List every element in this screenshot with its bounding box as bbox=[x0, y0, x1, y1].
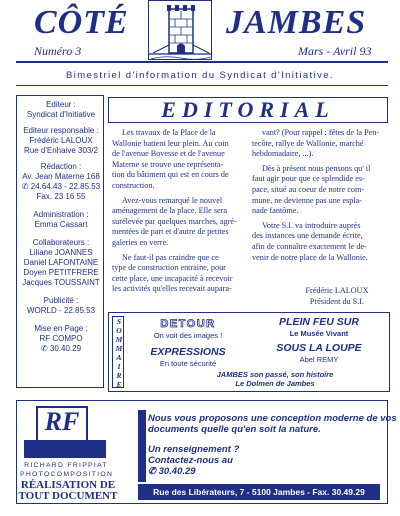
editorial-line: des instances une demande écrite, bbox=[252, 231, 363, 241]
sommaire-loupe-sub: Abel REMY bbox=[299, 355, 339, 364]
editorial-line: galeries en verre. bbox=[112, 237, 169, 247]
collab-name: Jacques TOUSSAINT bbox=[22, 278, 100, 287]
sommaire-jambes-line1[interactable]: JAMBES son passé, son histoire bbox=[216, 370, 334, 379]
editorial-line: surélevée par quelques marches, agré- bbox=[112, 216, 237, 226]
editorial-line: type de construction entraine, pour bbox=[112, 263, 226, 273]
credits-column bbox=[16, 95, 104, 388]
redaction-label: Rédaction : bbox=[40, 162, 82, 171]
editorial-column-1 bbox=[112, 128, 246, 295]
rf-logo-text: RF bbox=[44, 407, 80, 436]
sommaire-letter: R bbox=[116, 371, 122, 380]
editorial-line: tion du bâtiment qui est en cours de bbox=[112, 170, 229, 180]
advert-line-3: Un renseignement ? bbox=[148, 444, 240, 455]
resp-label: Editeur responsable : bbox=[23, 126, 99, 135]
rf-sub-name: RICHARD FRIPPIAT bbox=[24, 462, 108, 469]
sommaire-letter: O bbox=[116, 326, 122, 335]
admin-name: Emma Cassart bbox=[34, 220, 88, 229]
editorial-line: Ne faut-il pas craindre que ce bbox=[122, 252, 219, 262]
sommaire-plein-feu-title[interactable]: PLEIN FEU SUR bbox=[279, 316, 359, 328]
rf-sub-trade: PHOTOCOMPOSITION bbox=[20, 471, 114, 478]
editorial-line: pace, situé au coeur de notre com- bbox=[252, 184, 365, 194]
sommaire-letter: I bbox=[117, 362, 121, 371]
credits-mise-en-page bbox=[17, 324, 105, 354]
rf-logo-swoosh bbox=[24, 440, 106, 458]
editorial-line: afin de connaître exactement le de- bbox=[252, 241, 367, 251]
editorial-line: Avez-vous remarqué le nouvel bbox=[122, 195, 223, 205]
resp-name: Frédéric LALOUX bbox=[29, 136, 93, 145]
rf-slogan-2: TOUT DOCUMENT bbox=[18, 490, 118, 502]
editorial-line: aménagement de la place. Elle sera bbox=[112, 206, 228, 216]
collab-label: Collaborateurs : bbox=[32, 238, 90, 247]
masthead-title-left: CÔTÉ bbox=[34, 4, 129, 41]
tower-emblem bbox=[148, 0, 212, 60]
rf-slogan-1: RÉALISATION DE bbox=[20, 479, 116, 491]
sommaire-expressions-title[interactable]: EXPRESSIONS bbox=[150, 346, 226, 358]
editeur-label: Editeur : bbox=[46, 100, 76, 109]
editorial-line: les activités qu'elles recevait aupara- bbox=[112, 284, 232, 294]
masthead-tagline: Bimestriel d'information du Syndicat d'Initiative. bbox=[66, 70, 334, 81]
collab-name: Liliane JOANNES bbox=[29, 248, 93, 257]
credits-publicite bbox=[17, 296, 105, 316]
resp-address: Rue d'Enhaive 303/2 bbox=[23, 146, 99, 155]
editorial-line: construction. bbox=[112, 180, 155, 190]
issue-date: Mars - Avril 93 bbox=[298, 44, 372, 58]
issue-number: Numéro 3 bbox=[34, 44, 82, 58]
collab-name: Doyen PETITFRERE bbox=[23, 268, 99, 277]
sommaire-loupe-title[interactable]: SOUS LA LOUPE bbox=[276, 342, 362, 354]
mise-label: Mise en Page : bbox=[34, 324, 88, 333]
redaction-phone: ✆ 24.64.43 - 22.85.53 bbox=[21, 182, 101, 191]
editorial-line bbox=[252, 263, 388, 267]
tower-illustration-icon bbox=[149, 1, 212, 60]
publicite-label: Publicité : bbox=[43, 296, 79, 305]
advert-line-1: Nous vous proposons une conception moderne de vos bbox=[148, 413, 397, 424]
sommaire-letter: M bbox=[115, 335, 123, 344]
editorial-line: Votre S.I. va introduire auprès bbox=[262, 220, 361, 230]
advert-phone[interactable]: ✆ 30.40.29 bbox=[148, 466, 196, 477]
advert-accent-strip bbox=[138, 410, 146, 482]
sommaire-letter: E bbox=[116, 380, 122, 389]
credits-responsable bbox=[17, 126, 105, 156]
mise-name: RF COMPO bbox=[39, 334, 83, 343]
sommaire-expressions-sub: En toute sécurité bbox=[159, 359, 217, 368]
editorial-line: mentées de part et d'autre de petites bbox=[112, 227, 229, 237]
editorial-line: mune, ne devienne pas une espla- bbox=[252, 195, 363, 205]
sommaire-jambes-line2: Le Dolmen de Jambes bbox=[235, 379, 315, 388]
signature-title: Président du S.I. bbox=[309, 296, 365, 306]
admin-label: Administration : bbox=[33, 210, 89, 219]
editorial-line: hebdomadaire, ...). bbox=[252, 149, 314, 159]
credits-administration bbox=[17, 210, 105, 230]
advert-line-4: Contactez-nous au bbox=[148, 455, 233, 466]
sommaire-letter: A bbox=[116, 353, 122, 362]
editeur-name: Syndicat d'Initiative bbox=[26, 110, 96, 119]
editorial-line: nade fantôme. bbox=[252, 206, 299, 216]
advert-address: Rue des Libérateurs, 7 - 5100 Jambes - Fax. 30.49.29 bbox=[153, 487, 365, 497]
editorial-line: tecôte, rallye de Wallonie, marché bbox=[252, 138, 364, 148]
advert-line-2: documents quelle qu'en soit la nature. bbox=[148, 424, 321, 435]
sommaire-letter: S bbox=[116, 317, 122, 326]
redaction-fax: Fax. 23 16 55 bbox=[36, 192, 86, 201]
editorial-line: Dès à présent nous pensons qu' il bbox=[262, 163, 371, 173]
signature-name: Frédéric LALOUX bbox=[305, 286, 369, 295]
redaction-address: Av. Jean Materne 168 bbox=[22, 172, 100, 181]
editorial-title: EDITORIAL bbox=[161, 97, 335, 122]
editorial-line: venir de notre place de la Wallonie. bbox=[252, 252, 368, 262]
credits-redaction bbox=[17, 162, 105, 202]
masthead-rule-bottom bbox=[16, 85, 388, 86]
masthead-rule-top bbox=[16, 61, 388, 63]
editorial-column-2 bbox=[252, 128, 388, 267]
editorial-line: cette place, une incapacité à recevoir bbox=[112, 273, 233, 283]
editorial-line: de l'avenue Bovesse et de l'avenue bbox=[112, 149, 225, 159]
editorial-line: vant? (Pour rappel : fêtes de la Pen- bbox=[262, 128, 380, 137]
sommaire-strip bbox=[112, 316, 124, 388]
collab-name: Daniel LAFONTAINE bbox=[23, 258, 99, 267]
sommaire-detour-sub: On voit des images ! bbox=[153, 331, 223, 340]
editorial-line: Wallonie battent leur plein. Au coin bbox=[112, 138, 229, 148]
credits-editeur bbox=[17, 100, 105, 120]
editorial-line: faut agir pour que ce splendide es- bbox=[252, 174, 365, 184]
credits-collaborateurs bbox=[17, 238, 105, 288]
editorial-signature bbox=[292, 286, 382, 307]
masthead-title-right: JAMBES bbox=[226, 4, 367, 41]
editorial-line: Materne se trouve une représenta- bbox=[112, 159, 224, 169]
mise-phone: ✆ 30.40.29 bbox=[40, 344, 82, 353]
publicite-value: WORLD - 22.85.53 bbox=[26, 306, 96, 315]
editorial-line: Les travaux de la Place de la bbox=[122, 128, 216, 137]
sommaire-letter: M bbox=[115, 344, 123, 353]
sommaire-detour-title[interactable]: DETOUR bbox=[160, 318, 216, 330]
sommaire-plein-feu-sub: Le Musée Vivant bbox=[289, 329, 349, 338]
